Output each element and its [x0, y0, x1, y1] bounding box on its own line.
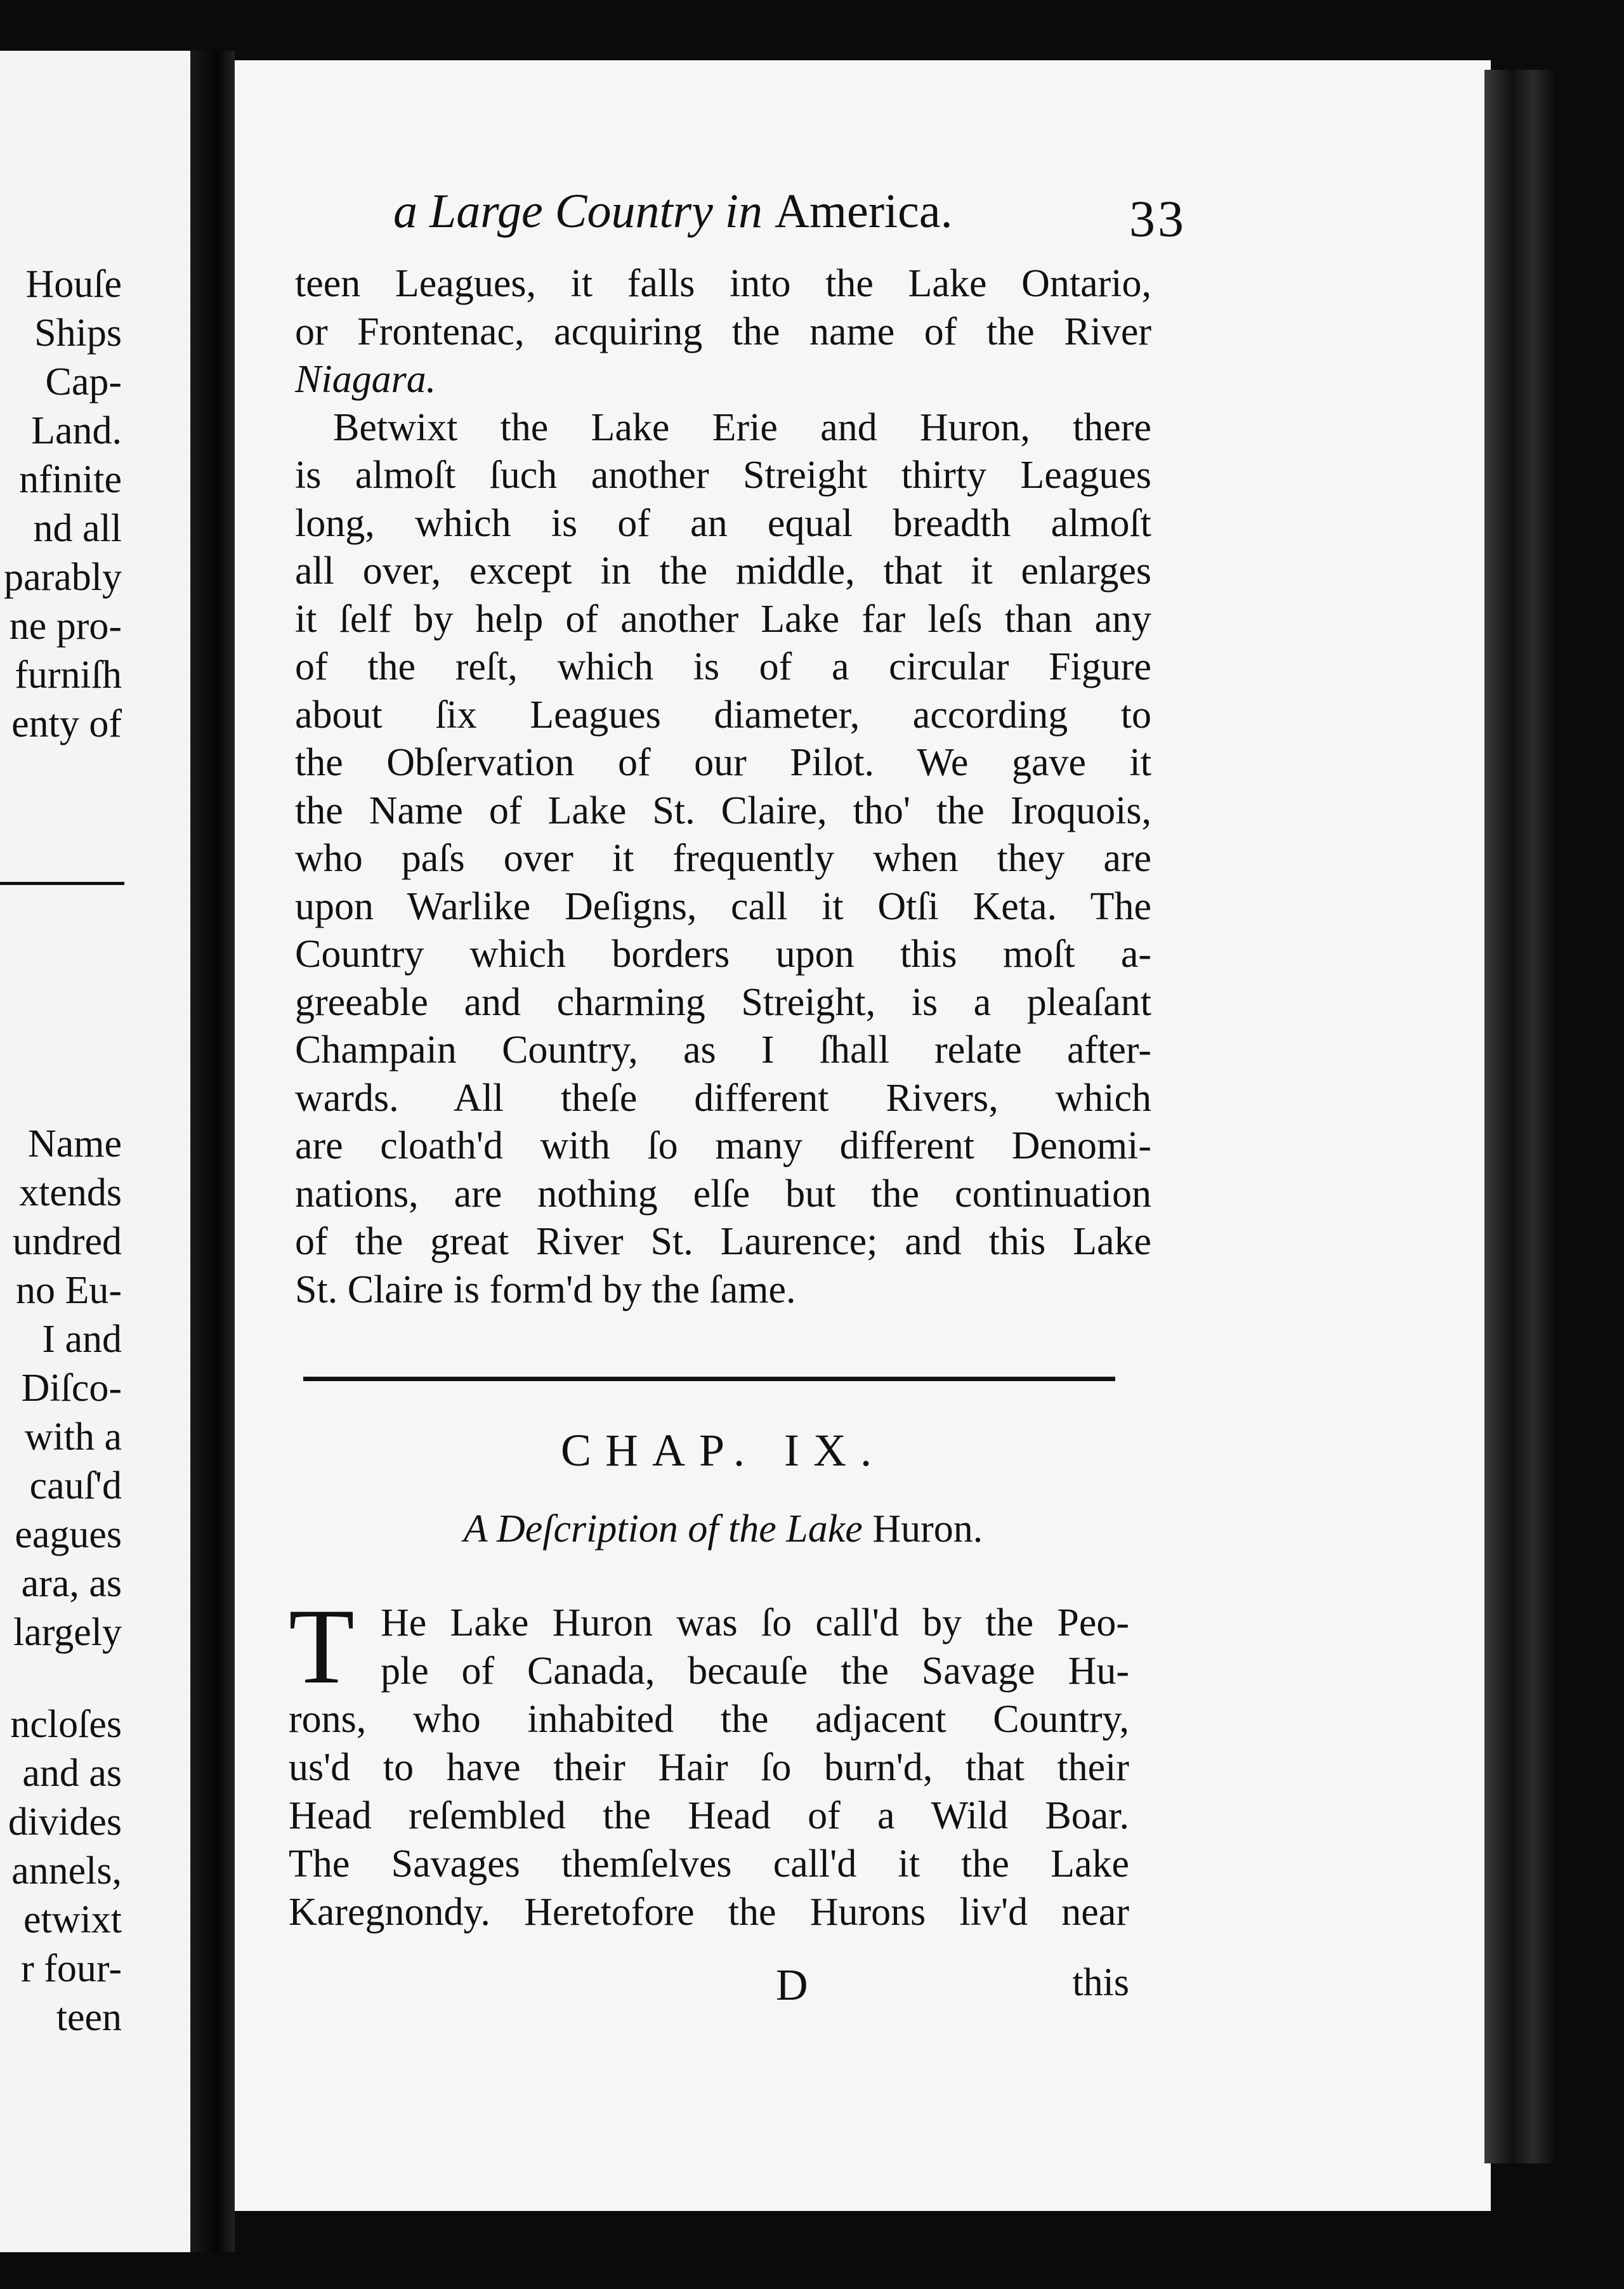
left-page-fragment-line: with a [24, 1415, 122, 1459]
body-line: are cloath'd with ſo many different Denomi- [295, 1124, 1151, 1167]
body-line: of the reſt, which is of a circular Figure [295, 645, 1151, 688]
chapter-subtitle-roman: Huron. [872, 1507, 983, 1551]
left-page-fragment-line: annels, [11, 1849, 122, 1892]
signature-mark: D [776, 1961, 808, 2010]
left-page-fragment-line: divides [8, 1800, 122, 1844]
page-footer [289, 1960, 1129, 2011]
body-line: the Obſervation of our Pilot. We gave it [295, 741, 1151, 784]
catchword: this [1072, 1961, 1129, 2004]
chapter-subtitle [295, 1507, 1151, 1552]
left-page-fragment-line: teen [56, 1996, 122, 2039]
body-line: Niagara. [295, 358, 436, 401]
left-page-fragment-line: nfinite [19, 458, 122, 501]
running-header [393, 184, 1186, 254]
body-line: the Name of Lake St. Claire, tho' the Iroquois, [295, 789, 1151, 832]
left-page-fragment-line: ne pro- [9, 605, 122, 648]
drop-cap: T [289, 1587, 355, 1706]
chapter-line: Karegnondy. Heretofore the Hurons liv'd near [289, 1891, 1129, 1934]
left-page-fragment-line: no Eu- [15, 1269, 122, 1312]
chapter-line: He Lake Huron was ſo call'd by the Peo- [381, 1601, 1129, 1644]
body-line: long, which is of an equal breadth almoſt [295, 501, 1151, 545]
left-page-fragment-line: ara, as [21, 1562, 122, 1605]
chapter-heading: CHAP. IX. [560, 1425, 886, 1476]
left-page-fragment-line: Cap- [45, 360, 122, 403]
body-line: all over, except in the middle, that it enlarges [295, 549, 1151, 593]
left-page-fragment-line: eagues [15, 1513, 122, 1556]
body-line: wards. All theſe different Rivers, which [295, 1076, 1151, 1120]
body-line: about ſix Leagues diameter, according to [295, 693, 1151, 737]
left-page-fragment-line: enty of [11, 702, 122, 745]
body-line: who paſs over it frequently when they are [295, 837, 1151, 880]
left-page-fragment-line: nd all [33, 507, 122, 550]
body-line: of the great River St. Laurence; and this Lake [295, 1220, 1151, 1263]
left-page-fragment-line: undred [12, 1220, 122, 1263]
left-page-rule [0, 882, 124, 885]
body-line: Betwixt the Lake Erie and Huron, there [333, 405, 1151, 449]
left-page-fragment-line: parably [4, 556, 122, 599]
left-page-fragment-line: etwixt [23, 1898, 122, 1941]
left-page-fragment-line: Ships [34, 312, 122, 355]
body-line: greeable and charming Streight, is a pleaſant [295, 980, 1151, 1024]
body-line: teen Leagues, it falls into the Lake Ontario, [295, 262, 1151, 305]
left-page-fragment-line: largely [13, 1611, 122, 1654]
body-line: upon Warlike Deſigns, call it Otſi Keta. The [295, 884, 1151, 928]
left-page-fragment-line: Land. [31, 409, 122, 452]
left-page-fragment-line: Name [27, 1122, 122, 1165]
body-text [295, 260, 1151, 1314]
body-line: or Frontenac, acquiring the name of the River [295, 310, 1151, 353]
left-page-fragment-line: r four- [21, 1947, 122, 1990]
body-line: is almoſt ſuch another Streight thirty Leagues [295, 454, 1151, 497]
running-title [393, 184, 953, 239]
running-title-italic: a Large Country in [393, 185, 763, 238]
left-page-fragment-line: xtends [19, 1171, 122, 1214]
running-title-roman: America. [775, 185, 953, 238]
left-page-fragment-line: cauſ'd [29, 1464, 122, 1507]
section-divider [303, 1377, 1115, 1381]
left-page-fragment-line: I and [42, 1318, 122, 1361]
left-page-fragment-top [0, 260, 122, 749]
chapter-line: us'd to have their Hair ſo burn'd, that their [289, 1746, 1129, 1789]
chapter-body [289, 1587, 1129, 1936]
page-edges [1484, 70, 1554, 2163]
chapter-line: ple of Canada, becauſe the Savage Hu- [381, 1650, 1129, 1693]
left-page-fragment-line: Houſe [25, 263, 122, 306]
left-page-fragment-line: ncloſes [10, 1703, 122, 1746]
chapter-subtitle-italic: A Deſcription of the Lake [463, 1507, 863, 1551]
body-line: St. Claire is form'd by the ſame. [295, 1268, 796, 1311]
page-number: 33 [1129, 190, 1186, 247]
book-gutter [190, 51, 235, 2252]
body-line: it ſelf by help of another Lake far leſs than any [295, 597, 1151, 641]
chapter-line: Head reſembled the Head of a Wild Boar. [289, 1794, 1129, 1837]
left-page-fragment-middle [0, 1120, 122, 1657]
body-line: Country which borders upon this moſt a- [295, 933, 1151, 976]
chapter-line: rons, who inhabited the adjacent Country, [289, 1698, 1129, 1741]
left-page-fragment-line: furniſh [15, 653, 122, 697]
left-page [0, 51, 190, 2252]
chapter-line: The Savages themſelves call'd it the Lake [289, 1842, 1129, 1886]
left-page-fragment-bottom [0, 1700, 122, 2042]
body-line: Champain Country, as I ſhall relate after- [295, 1028, 1151, 1072]
body-line: nations, are nothing elſe but the continuation [295, 1172, 1151, 1216]
left-page-fragment-line: and as [22, 1752, 122, 1795]
left-page-fragment-line: Diſco- [21, 1367, 122, 1410]
